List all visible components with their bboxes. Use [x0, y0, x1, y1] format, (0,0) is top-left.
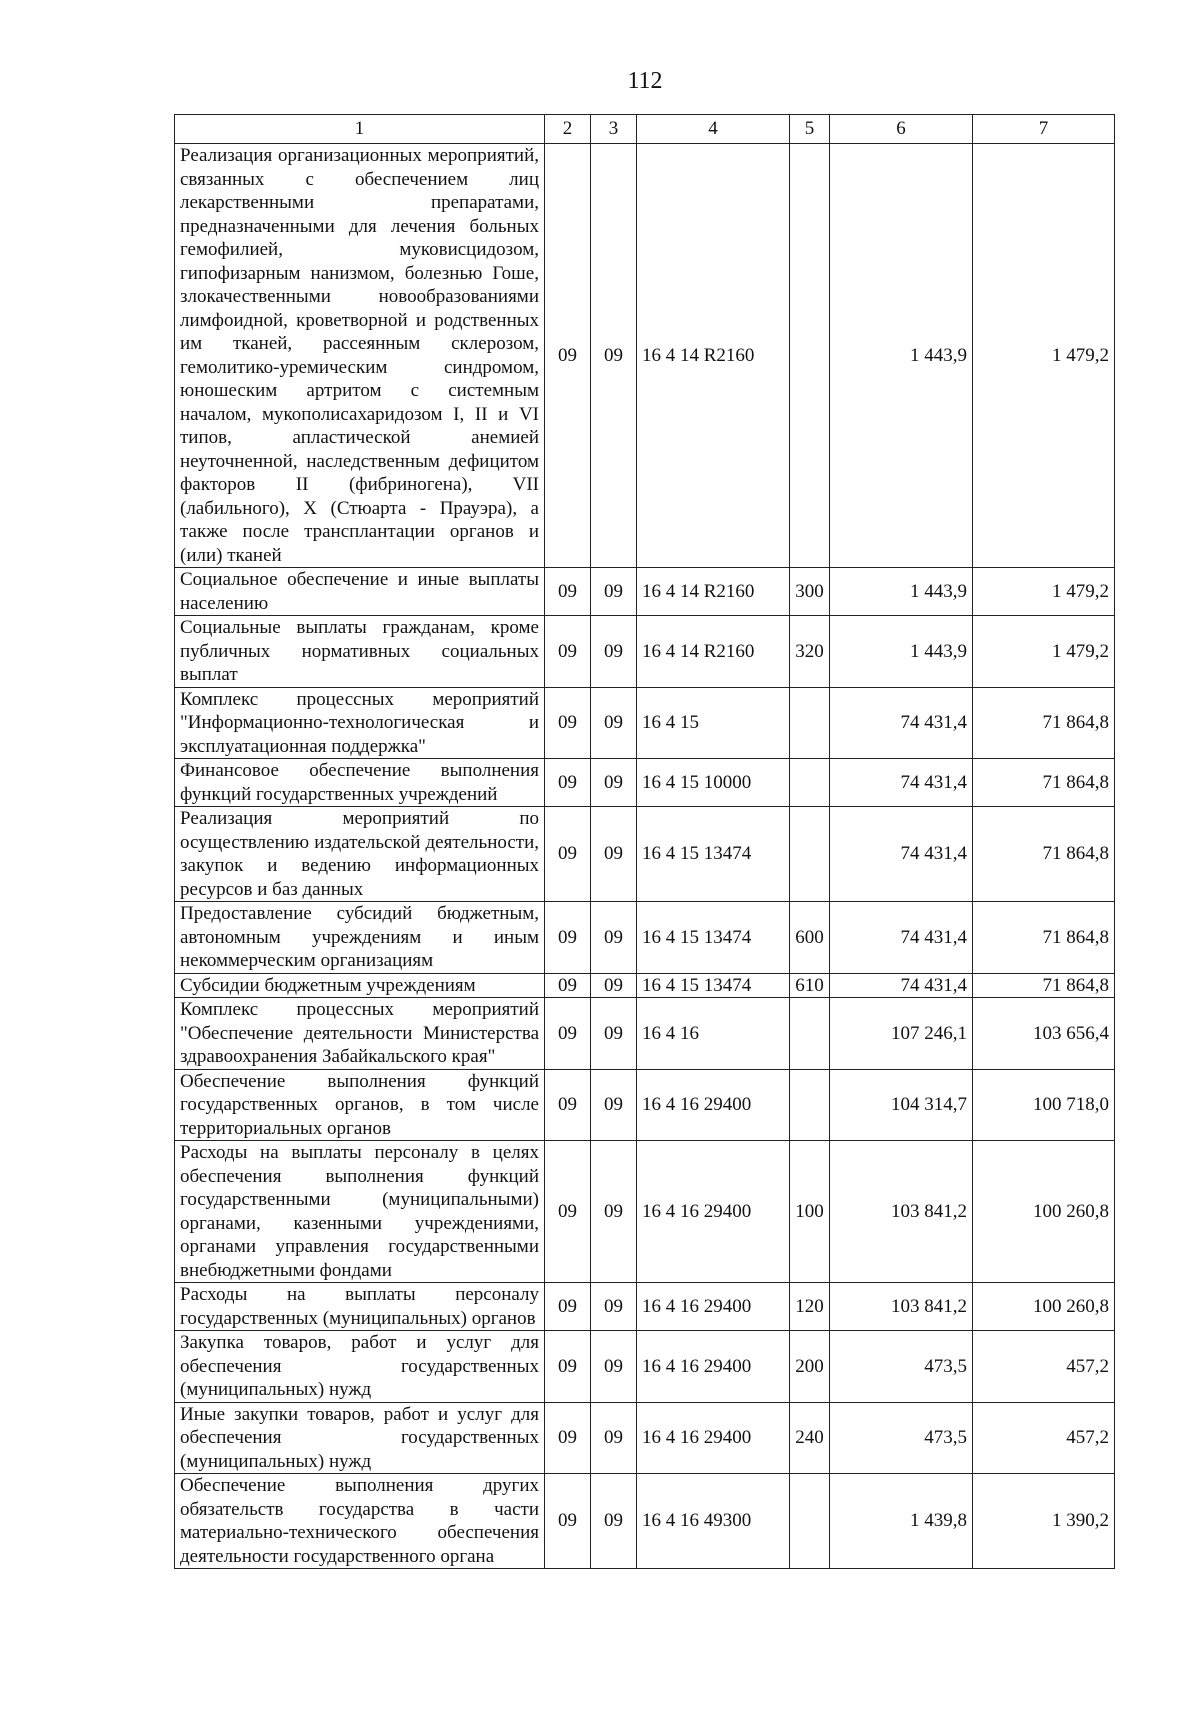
amount-col6: 103 841,2: [830, 1283, 973, 1331]
subsection-code: 09: [591, 1402, 637, 1474]
section-code: 09: [545, 902, 591, 974]
amount-col6: 74 431,4: [830, 973, 973, 998]
subsection-code: 09: [591, 687, 637, 759]
expense-type-code: 100: [790, 1141, 830, 1283]
subsection-code: 09: [591, 568, 637, 616]
table-row: [175, 616, 1115, 688]
column-header: 3: [591, 115, 637, 144]
subsection-code: 09: [591, 807, 637, 902]
section-code: 09: [545, 807, 591, 902]
amount-col7: 1 390,2: [973, 1474, 1115, 1569]
amount-col7: 100 718,0: [973, 1069, 1115, 1141]
expense-type-code: 320: [790, 616, 830, 688]
page-number: 112: [627, 68, 663, 94]
amount-col6: 107 246,1: [830, 998, 973, 1070]
section-code: 09: [545, 1402, 591, 1474]
section-code: 09: [545, 1283, 591, 1331]
target-article-code: 16 4 16 29400: [637, 1331, 790, 1403]
amount-col6: 74 431,4: [830, 759, 973, 807]
amount-col7: 457,2: [973, 1402, 1115, 1474]
amount-col7: 100 260,8: [973, 1141, 1115, 1283]
amount-col6: 1 439,8: [830, 1474, 973, 1569]
row-name: Социальное обеспечение и иные выплаты населению: [175, 568, 545, 616]
row-name: Реализация мероприятий по осуществлению издательской деятельности, закупок и ведению информационных ресурсов и баз данных: [175, 807, 545, 902]
table-row: [175, 1331, 1115, 1403]
budget-table: [174, 114, 1115, 1569]
column-header: 4: [637, 115, 790, 144]
target-article-code: 16 4 15 13474: [637, 902, 790, 974]
section-code: 09: [545, 1474, 591, 1569]
expense-type-code: 200: [790, 1331, 830, 1403]
row-name: Комплекс процессных мероприятий "Информационно-технологическая и эксплуатационная поддержка": [175, 687, 545, 759]
column-header: 6: [830, 115, 973, 144]
subsection-code: 09: [591, 1069, 637, 1141]
amount-col7: 71 864,8: [973, 807, 1115, 902]
row-name: Предоставление субсидий бюджетным, автономным учреждениям и иным некоммерческим организациям: [175, 902, 545, 974]
amount-col7: 71 864,8: [973, 973, 1115, 998]
subsection-code: 09: [591, 1331, 637, 1403]
row-name: Расходы на выплаты персоналу в целях обеспечения выполнения функций государственными (муниципальными) органами, казенными учреждениями, органами управления государственными внебюджетными фондами: [175, 1141, 545, 1283]
subsection-code: 09: [591, 1474, 637, 1569]
section-code: 09: [545, 687, 591, 759]
amount-col6: 473,5: [830, 1331, 973, 1403]
expense-type-code: [790, 1474, 830, 1569]
expense-type-code: [790, 998, 830, 1070]
row-name: Комплекс процессных мероприятий "Обеспечение деятельности Министерства здравоохранения Забайкальского края": [175, 998, 545, 1070]
amount-col6: 74 431,4: [830, 807, 973, 902]
target-article-code: 16 4 15: [637, 687, 790, 759]
amount-col7: 100 260,8: [973, 1283, 1115, 1331]
amount-col6: 74 431,4: [830, 902, 973, 974]
amount-col7: 1 479,2: [973, 568, 1115, 616]
table-row: [175, 1141, 1115, 1283]
expense-type-code: 120: [790, 1283, 830, 1331]
section-code: 09: [545, 759, 591, 807]
subsection-code: 09: [591, 1141, 637, 1283]
amount-col6: 1 443,9: [830, 616, 973, 688]
expense-type-code: 610: [790, 973, 830, 998]
row-name: Иные закупки товаров, работ и услуг для обеспечения государственных (муниципальных) нужд: [175, 1402, 545, 1474]
row-name: Обеспечение выполнения других обязательств государства в части материально-технического обеспечения деятельности государственного органа: [175, 1474, 545, 1569]
expense-type-code: [790, 687, 830, 759]
target-article-code: 16 4 15 13474: [637, 973, 790, 998]
table-row: [175, 1402, 1115, 1474]
row-name: Субсидии бюджетным учреждениям: [175, 973, 545, 998]
target-article-code: 16 4 16 49300: [637, 1474, 790, 1569]
expense-type-code: 300: [790, 568, 830, 616]
expense-type-code: 240: [790, 1402, 830, 1474]
table-row: [175, 687, 1115, 759]
subsection-code: 09: [591, 1283, 637, 1331]
target-article-code: 16 4 14 R2160: [637, 616, 790, 688]
row-name: Финансовое обеспечение выполнения функций государственных учреждений: [175, 759, 545, 807]
subsection-code: 09: [591, 616, 637, 688]
table-row: [175, 998, 1115, 1070]
target-article-code: 16 4 14 R2160: [637, 568, 790, 616]
row-name: Социальные выплаты гражданам, кроме публичных нормативных социальных выплат: [175, 616, 545, 688]
table-row: [175, 973, 1115, 998]
amount-col7: 71 864,8: [973, 902, 1115, 974]
table-row: [175, 1474, 1115, 1569]
amount-col7: 1 479,2: [973, 616, 1115, 688]
row-name: Расходы на выплаты персоналу государственных (муниципальных) органов: [175, 1283, 545, 1331]
column-header: 7: [973, 115, 1115, 144]
subsection-code: 09: [591, 998, 637, 1070]
amount-col6: 1 443,9: [830, 568, 973, 616]
column-header: 2: [545, 115, 591, 144]
amount-col7: 71 864,8: [973, 759, 1115, 807]
target-article-code: 16 4 15 13474: [637, 807, 790, 902]
expense-type-code: [790, 759, 830, 807]
table-row: [175, 759, 1115, 807]
amount-col6: 74 431,4: [830, 687, 973, 759]
target-article-code: 16 4 15 10000: [637, 759, 790, 807]
section-code: 09: [545, 1141, 591, 1283]
section-code: 09: [545, 1331, 591, 1403]
expense-type-code: [790, 144, 830, 568]
column-header: 1: [175, 115, 545, 144]
table-row: [175, 807, 1115, 902]
amount-col6: 473,5: [830, 1402, 973, 1474]
expense-type-code: 600: [790, 902, 830, 974]
table-row: [175, 1069, 1115, 1141]
subsection-code: 09: [591, 759, 637, 807]
row-name: Закупка товаров, работ и услуг для обеспечения государственных (муниципальных) нужд: [175, 1331, 545, 1403]
table-row: [175, 902, 1115, 974]
target-article-code: 16 4 16 29400: [637, 1141, 790, 1283]
amount-col6: 104 314,7: [830, 1069, 973, 1141]
subsection-code: 09: [591, 902, 637, 974]
section-code: 09: [545, 998, 591, 1070]
column-header: 5: [790, 115, 830, 144]
section-code: 09: [545, 973, 591, 998]
target-article-code: 16 4 14 R2160: [637, 144, 790, 568]
target-article-code: 16 4 16 29400: [637, 1402, 790, 1474]
section-code: 09: [545, 616, 591, 688]
expense-type-code: [790, 1069, 830, 1141]
row-name: Реализация организационных мероприятий, связанных с обеспечением лиц лекарственными препаратами, предназначенными для лечения больных гемофилией, муковисцидозом, гипофизарным нанизмом, болезнью Гоше, злокачественными новообразованиями лимфоидной, кроветворной и родственных им тканей, рассеянным склерозом, гемолитико-уремическим синдромом, юношеским артритом с системным началом, мукополисахаридозом I, II и VI типов, апластической анемией неуточненной, наследственным дефицитом факторов II (фибриногена), VII (лабильного), X (Стюарта - Прауэра), а также после трансплантации органов и (или) тканей: [175, 144, 545, 568]
table-header-row: [175, 115, 1115, 144]
amount-col7: 71 864,8: [973, 687, 1115, 759]
section-code: 09: [545, 568, 591, 616]
subsection-code: 09: [591, 973, 637, 998]
table-row: [175, 568, 1115, 616]
target-article-code: 16 4 16 29400: [637, 1283, 790, 1331]
target-article-code: 16 4 16 29400: [637, 1069, 790, 1141]
row-name: Обеспечение выполнения функций государственных органов, в том числе территориальных органов: [175, 1069, 545, 1141]
section-code: 09: [545, 1069, 591, 1141]
target-article-code: 16 4 16: [637, 998, 790, 1070]
expense-type-code: [790, 807, 830, 902]
amount-col7: 103 656,4: [973, 998, 1115, 1070]
amount-col6: 1 443,9: [830, 144, 973, 568]
table-row: [175, 144, 1115, 568]
subsection-code: 09: [591, 144, 637, 568]
amount-col6: 103 841,2: [830, 1141, 973, 1283]
section-code: 09: [545, 144, 591, 568]
table-row: [175, 1283, 1115, 1331]
amount-col7: 1 479,2: [973, 144, 1115, 568]
amount-col7: 457,2: [973, 1331, 1115, 1403]
